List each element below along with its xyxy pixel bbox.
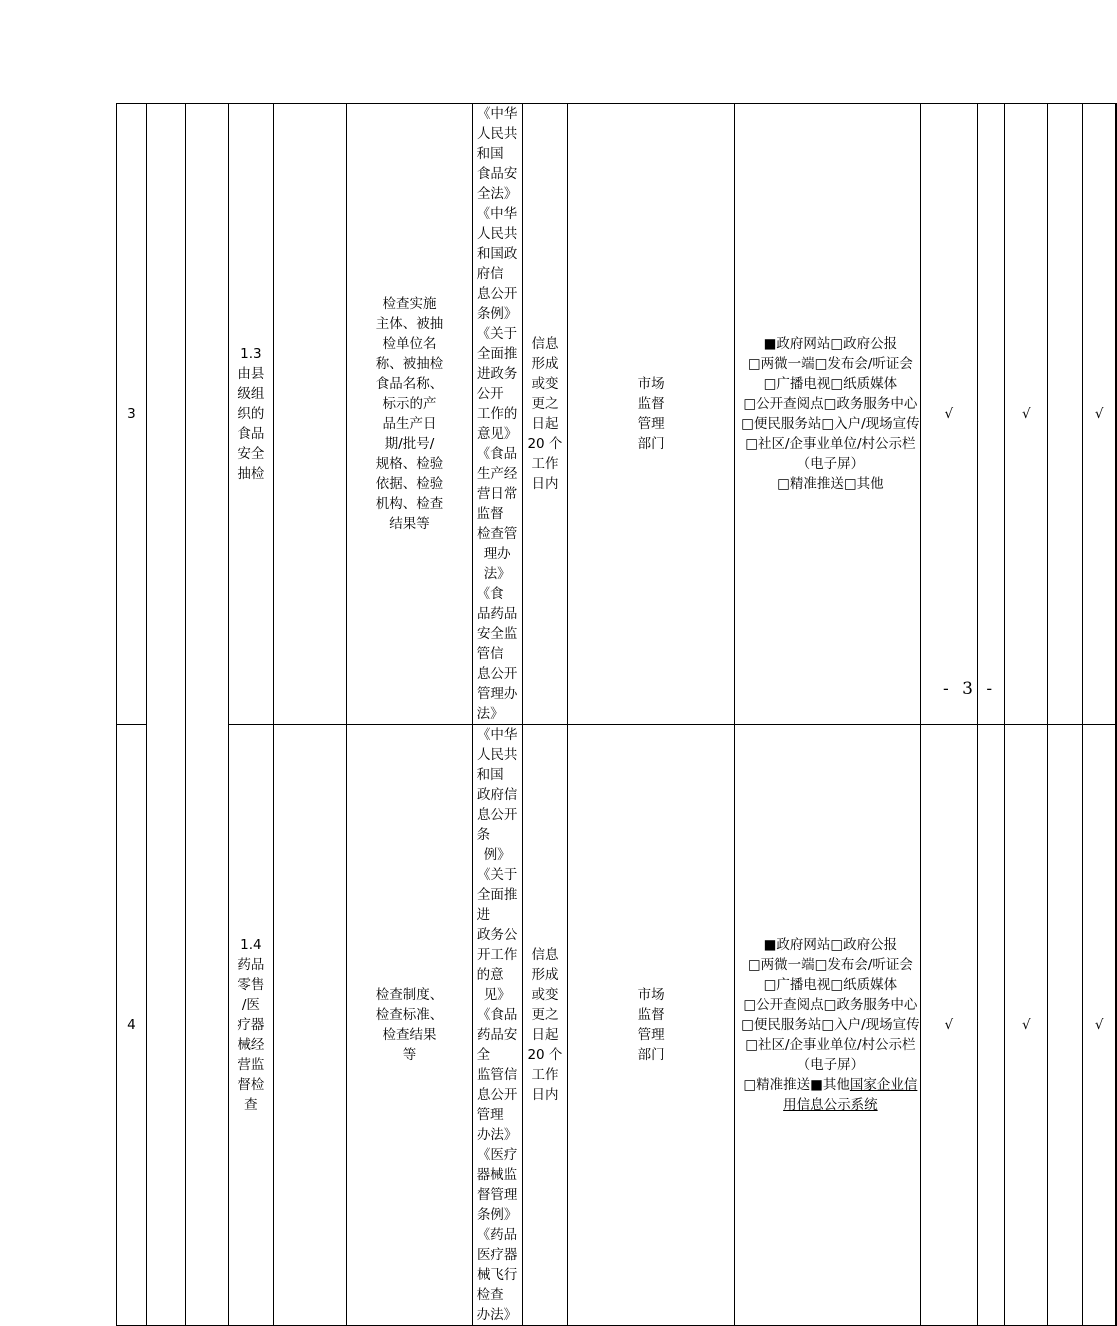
empty-cell [977,725,1004,1326]
disclosure-time: 信息 形成 或变 更之 日起 20 个 工作 日内 [522,104,567,725]
empty-cell [273,725,347,1326]
check-mark: √ [1083,725,1116,1326]
table-row [117,725,1117,1326]
disclosure-dept: 市场 监督 管理 部门 [568,104,735,725]
channel-prefix: □精准推送■其他 [743,1077,850,1093]
item-name: 1.4 药品 零售 /医 疗器 械经 营监 督检 查 [229,725,274,1326]
channel-underlined: 国家企业信用信息公示系统 [783,1077,918,1113]
disclosure-content: 检查实施 主体、被抽 检单位名 称、被抽检 食品名称、 标示的产 品生产日 期/批号/ 规格、检验 依据、检验 机构、检查 结果等 [347,104,472,725]
check-mark: √ [920,104,977,725]
channel-line: □社区/企事业单位/村公示栏（电子屏） [745,1037,916,1073]
channel-line: □两微一端□发布会/听证会 [747,957,913,973]
channel-line: □两微一端□发布会/听证会 [747,356,913,372]
check-mark: √ [1083,104,1116,725]
channel-line-last [741,1075,920,1115]
channel-line: ■政府网站□政府公报 [763,336,898,352]
disclosure-basis: 《中华人民共和国 食品安全法》《中华 人民共和国政府信 息公开条例》《关于 全面推进政务公开 工作的意见》《食品 生产经营日常监督 检查管理办法》《食 品药品安全监管信 息公开管理办法》 [472,104,522,725]
page-number: - 3 - [943,679,997,699]
row-number: 3 [117,104,147,725]
disclosure-channels [735,104,921,725]
disclosure-content: 检查制度、 检查标准、 检查结果 等 [347,725,472,1326]
channel-line: □便民服务站□入户/现场宣传 [741,416,920,432]
channel-line: ■政府网站□政府公报 [763,937,898,953]
channel-line: □广播电视□纸质媒体 [763,376,898,392]
row-number: 4 [117,725,147,1326]
disclosure-table [116,103,1117,1326]
channel-line: □便民服务站□入户/现场宣传 [741,1017,920,1033]
empty-cell [1116,725,1117,1326]
subcategory-cell [185,104,228,1326]
disclosure-basis: 《中华人民共和国 政府信息公开条 例》《关于全面推进 政务公开工作的意 见》《食品药品安全 监管信息公开管理 办法》《医疗器械监 督管理条例》《药品 医疗器械飞行检查 办法》 [472,725,522,1326]
check-mark: √ [1005,725,1048,1326]
table-row [117,104,1117,725]
disclosure-time: 信息 形成 或变 更之 日起 20 个 工作 日内 [522,725,567,1326]
item-name: 1.3 由县 级组 织的 食品 安全 抽检 [229,104,274,725]
channel-line: □广播电视□纸质媒体 [763,977,898,993]
empty-cell [273,104,347,725]
category-cell [146,104,185,1326]
disclosure-channels [735,725,921,1326]
empty-cell [1048,104,1083,725]
empty-cell [1048,725,1083,1326]
empty-cell [977,104,1004,725]
channel-line: □精准推送□其他 [777,476,884,492]
check-mark: √ [1005,104,1048,725]
disclosure-dept: 市场 监督 管理 部门 [568,725,735,1326]
check-mark: √ [920,725,977,1326]
channel-line: □社区/企事业单位/村公示栏（电子屏） [745,436,916,472]
channel-line: □公开查阅点□政务服务中心 [743,396,918,412]
empty-cell [1116,104,1117,725]
channel-line: □公开查阅点□政务服务中心 [743,997,918,1013]
